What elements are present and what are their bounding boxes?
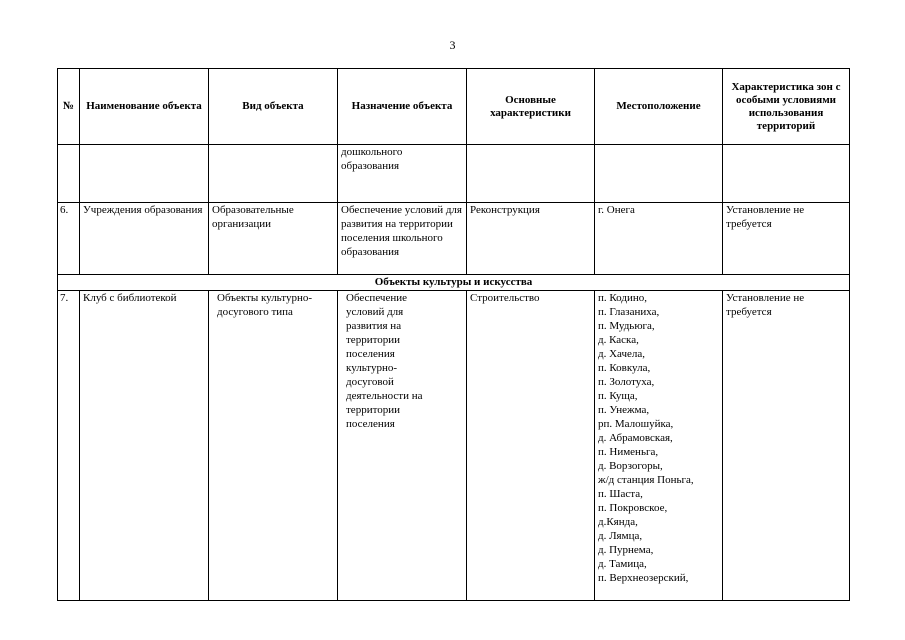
- location-line: д. Каска,: [598, 334, 639, 346]
- cell-zone: Установление не требуется: [723, 291, 850, 601]
- cell-purpose: Обеспечение условий для развития на территории поселения школьного образования: [338, 203, 467, 275]
- location-line: д. Хачела,: [598, 348, 646, 360]
- cell-characteristics: Реконструкция: [467, 203, 595, 275]
- purpose-line: территории: [346, 334, 401, 346]
- header-type: Вид объекта: [209, 69, 338, 145]
- header-zone: Характеристика зон с особыми условиями использования территорий: [723, 69, 850, 145]
- cell-name: Учреждения образования: [80, 203, 209, 275]
- location-line: ж/д станция Поньга,: [598, 474, 694, 486]
- cell-location: [595, 291, 723, 601]
- section-header-row: [58, 275, 850, 291]
- purpose-line: Обеспечение: [346, 292, 407, 304]
- location-line: п. Верхнеозерский,: [598, 572, 689, 584]
- cell-characteristics: Строительство: [467, 291, 595, 601]
- header-number: №: [58, 69, 80, 145]
- location-line: д. Ворзогоры,: [598, 460, 663, 472]
- purpose-line: культурно-: [346, 362, 398, 374]
- table-row: [58, 145, 850, 203]
- cell-location: [595, 145, 723, 203]
- table-row: [58, 291, 850, 601]
- location-line: п. Кодино,: [598, 292, 647, 304]
- location-line: п. Унежма,: [598, 404, 650, 416]
- purpose-line: территории: [346, 404, 401, 416]
- purpose-line: деятельности на: [346, 390, 423, 402]
- purpose-line: поселения: [346, 348, 395, 360]
- cell-purpose: дошкольного образования: [338, 145, 467, 203]
- cell-location: г. Онега: [595, 203, 723, 275]
- section-title: Объекты культуры и искусства: [58, 275, 850, 291]
- location-line: д. Пурнема,: [598, 544, 654, 556]
- location-line: рп. Малошуйка,: [598, 418, 674, 430]
- location-line: п. Золотуха,: [598, 376, 655, 388]
- header-name: Наименование объекта: [80, 69, 209, 145]
- cell-number: 6.: [58, 203, 80, 275]
- header-purpose: Назначение объекта: [338, 69, 467, 145]
- cell-type: [209, 145, 338, 203]
- cell-type: Образовательные организации: [209, 203, 338, 275]
- location-line: п. Ковкула,: [598, 362, 651, 374]
- cell-number: 7.: [58, 291, 80, 601]
- cell-purpose: [338, 291, 467, 601]
- location-line: п. Мудьюга,: [598, 320, 655, 332]
- header-location: Местоположение: [595, 69, 723, 145]
- location-line: д. Лямца,: [598, 530, 643, 542]
- cell-type: Объекты культурно-досугового типа: [209, 291, 338, 601]
- objects-table: [57, 68, 850, 601]
- purpose-line: поселения: [346, 418, 395, 430]
- cell-name: Клуб с библиотекой: [80, 291, 209, 601]
- location-line: д. Абрамовская,: [598, 432, 673, 444]
- table-row: [58, 203, 850, 275]
- page-number: 3: [449, 38, 456, 52]
- header-characteristics: Основные характеристики: [467, 69, 595, 145]
- table-header-row: [58, 69, 850, 145]
- purpose-line: развития на: [346, 320, 402, 332]
- location-line: д.Кянда,: [598, 516, 638, 528]
- purpose-line: досуговой: [346, 376, 394, 388]
- location-line: п. Куща,: [598, 390, 638, 402]
- location-line: п. Глазаниха,: [598, 306, 660, 318]
- location-line: п. Шаста,: [598, 488, 643, 500]
- location-line: д. Тамица,: [598, 558, 647, 570]
- cell-characteristics: [467, 145, 595, 203]
- purpose-line: условий для: [346, 306, 404, 318]
- cell-number: [58, 145, 80, 203]
- cell-name: [80, 145, 209, 203]
- cell-zone: Установление не требуется: [723, 203, 850, 275]
- location-line: п. Нименьга,: [598, 446, 659, 458]
- location-line: п. Покровское,: [598, 502, 668, 514]
- cell-zone: [723, 145, 850, 203]
